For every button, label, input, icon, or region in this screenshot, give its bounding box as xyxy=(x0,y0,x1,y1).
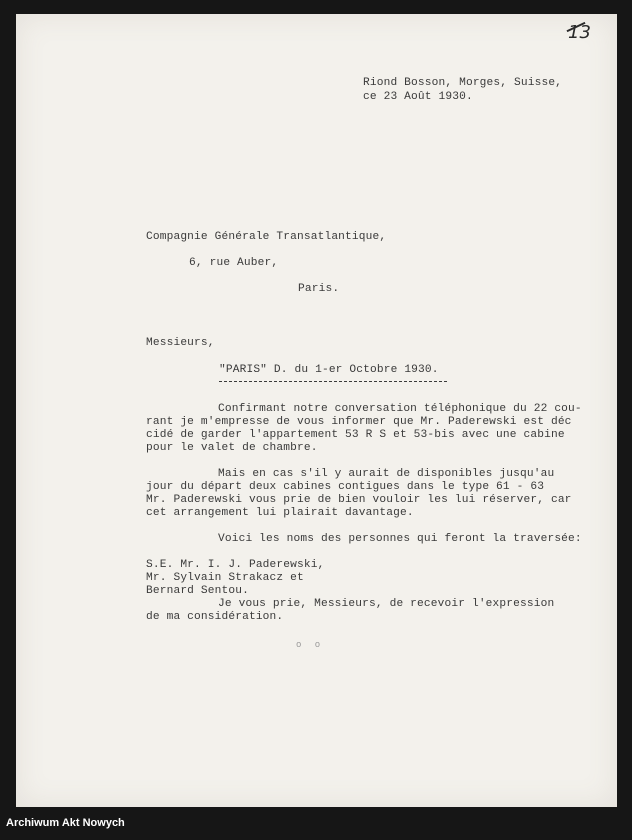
page-number: 13 xyxy=(568,22,591,43)
paragraph1-line: rant je m'empresse de vous informer que Mr. Paderewski est déc xyxy=(146,416,572,428)
paragraph2-line: jour du départ deux cabines contigues dans le type 61 - 63 xyxy=(146,481,545,493)
closing-line: de ma considération. xyxy=(146,611,284,623)
recipient-city: Paris. xyxy=(298,283,340,295)
paragraph2-line: Mais en cas s'il y aurait de disponibles jusqu'au xyxy=(218,468,555,480)
closing-line: Je vous prie, Messieurs, de recevoir l'expression xyxy=(218,598,555,610)
paragraph1-line: pour le valet de chambre. xyxy=(146,442,318,454)
recipient-street: 6, rue Auber, xyxy=(189,257,279,269)
subject-line: "PARIS" D. du 1-er Octobre 1930. xyxy=(219,364,439,376)
letter-date: ce 23 Août 1930. xyxy=(363,91,473,103)
subject-underline xyxy=(219,381,447,382)
passenger-name: Mr. Sylvain Strakacz et xyxy=(146,572,304,584)
salutation: Messieurs, xyxy=(146,337,215,349)
paragraph2-line: Mr. Paderewski vous prie de bien vouloir les lui réserver, car xyxy=(146,494,572,506)
paragraph3: Voici les noms des personnes qui feront la traversée: xyxy=(218,533,582,545)
passenger-name: Bernard Sentou. xyxy=(146,585,249,597)
paragraph2-line: cet arrangement lui plairait davantage. xyxy=(146,507,414,519)
sender-address: Riond Bosson, Morges, Suisse, xyxy=(363,77,563,89)
recipient-company: Compagnie Générale Transatlantique, xyxy=(146,231,387,243)
faint-typed-marks: o o xyxy=(296,640,325,650)
passenger-name: S.E. Mr. I. J. Paderewski, xyxy=(146,559,325,571)
paragraph1-line: cidé de garder l'appartement 53 R S et 53-bis avec une cabine xyxy=(146,429,565,441)
archive-name: Archiwum Akt Nowych xyxy=(6,817,125,829)
paragraph1-line: Confirmant notre conversation téléphonique du 22 cou- xyxy=(218,403,582,415)
